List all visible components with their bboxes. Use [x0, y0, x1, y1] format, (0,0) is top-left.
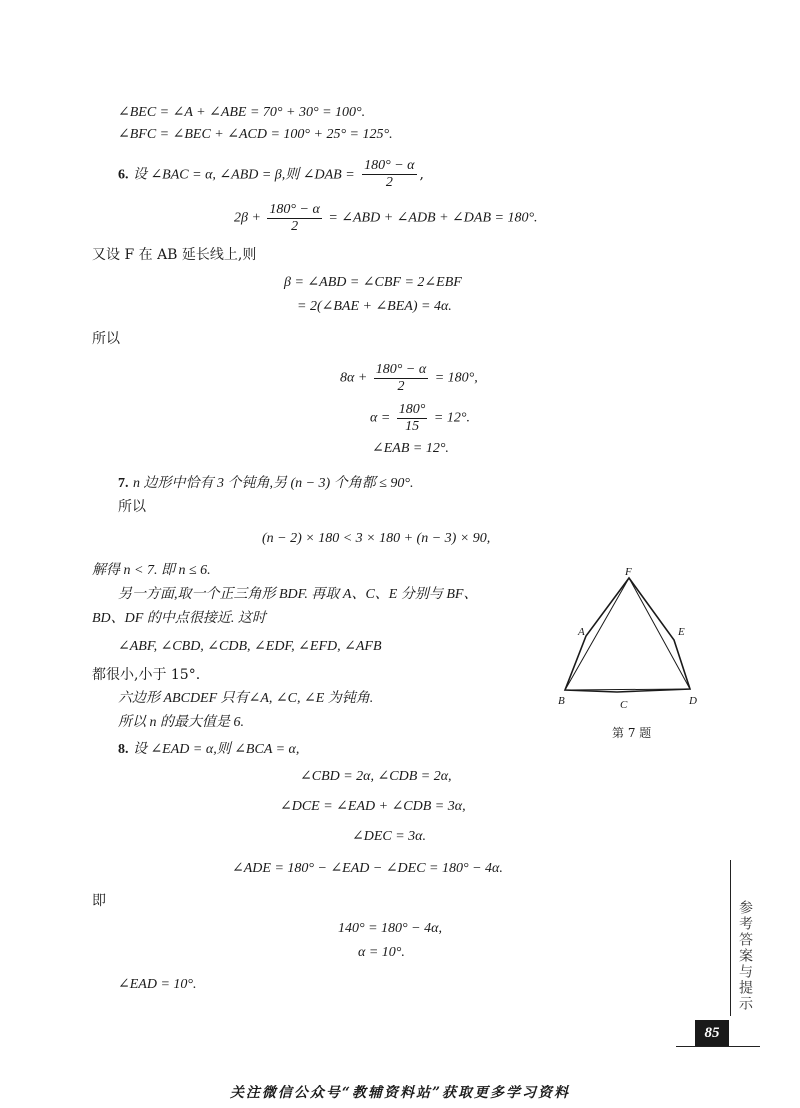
line-namely: 即	[92, 893, 106, 909]
equation-8alpha-fraction: $\frac{180^\circ - \alpha}{2}$	[375, 362, 427, 394]
line-bec: ∠BEC = ∠A + ∠ABE = 70° + 30° = 100°.	[118, 105, 366, 120]
side-tab-text: 参考答案与提示	[737, 900, 753, 1012]
line-less-than-15: 都很小,小于 15°.	[92, 667, 201, 683]
equation-angle-sum: 2β + $\frac{180^\circ - \alpha}{2}$ = ∠ABD + ∠ADB + ∠DAB = 180°.	[234, 202, 538, 234]
line-beta: β = ∠ABD = ∠CBF = 2∠EBF	[284, 275, 462, 290]
problem-8-number: 8.	[118, 742, 129, 757]
equation-8alpha: 8α + $\frac{180^\circ - \alpha}{2}$ = 180°,	[340, 362, 478, 394]
line-inequality: (n − 2) × 180 < 3 × 180 + (n − 3) × 90,	[262, 531, 491, 546]
line-max-n: 所以 n 的最大值是 6.	[118, 715, 244, 730]
line-solution-n: 解得 n < 7. 即 n ≤ 6.	[92, 563, 211, 578]
footer-watermark: 关注微信公众号“教辅资料站”获取更多学习资料	[229, 1085, 571, 1101]
line-hexagon: 六边形 ABCDEF 只有∠A, ∠C, ∠E 为钝角.	[118, 691, 374, 706]
line-construction-2: BD、DF 的中点很接近. 这时	[92, 611, 266, 626]
line-therefore-1: 所以	[92, 331, 120, 347]
line-therefore-2: 所以	[118, 499, 146, 515]
line-cbd: ∠CBD = 2α, ∠CDB = 2α,	[300, 769, 452, 784]
line-beta-2: = 2(∠BAE + ∠BEA) = 4α.	[297, 299, 452, 314]
line-bfc: ∠BFC = ∠BEC + ∠ACD = 100° + 25° = 125°.	[118, 127, 393, 142]
line-140: 140° = 180° − 4α,	[338, 921, 442, 936]
problem-8-statement	[118, 740, 299, 759]
problem-7-number: 7.	[118, 476, 129, 491]
label-d: D	[689, 695, 697, 707]
label-e: E	[678, 626, 685, 638]
equation-alpha-12-fraction: $\frac{180^\circ}{15}$	[398, 402, 426, 434]
problem-6-number: 6.	[118, 167, 129, 183]
problem-8-text: 设 ∠EAD = α,则 ∠BCA = α,	[132, 742, 300, 757]
line-dec: ∠DEC = 3α.	[352, 829, 427, 844]
problem-6-fraction: $\frac{180^\circ - \alpha}{2}$	[364, 158, 415, 190]
line-eab-12: ∠EAB = 12°.	[372, 441, 449, 456]
problem-7-statement	[118, 474, 414, 493]
problem-7-text: n 边形中恰有 3 个钝角,另 (n − 3) 个角都 ≤ 90°.	[132, 476, 414, 491]
line-extension: 又设 F 在 AB 延长线上,则	[92, 247, 257, 263]
line-alpha-10: α = 10°.	[358, 945, 405, 960]
label-a: A	[578, 626, 585, 638]
line-small-angles: ∠ABF, ∠CBD, ∠CDB, ∠EDF, ∠EFD, ∠AFB	[118, 639, 382, 654]
problem-6-text: 设 ∠BAC = α, ∠ABD = β,则 ∠DAB =	[132, 167, 355, 183]
line-dce: ∠DCE = ∠EAD + ∠CDB = 3α,	[280, 799, 466, 814]
page-number: 85	[695, 1020, 729, 1046]
line-eab-10: ∠EAD = 10°.	[118, 977, 197, 992]
label-c: C	[620, 699, 628, 711]
equation-alpha-12: α = $\frac{180^\circ}{15}$ = 12°.	[370, 402, 470, 434]
figure-caption: 第 7 题	[612, 726, 652, 740]
equation-angle-sum-fraction: $\frac{180^\circ - \alpha}{2}$	[269, 202, 320, 234]
problem-7-figure	[550, 565, 720, 745]
label-b: B	[558, 695, 565, 707]
line-construction: 另一方面,取一个正三角形 BDF. 再取 A、C、E 分别与 BF、	[118, 587, 478, 602]
line-ade: ∠ADE = 180° − ∠EAD − ∠DEC = 180° − 4α.	[232, 861, 503, 876]
page-rule	[676, 1046, 760, 1047]
problem-6-statement: 6. 设 ∠BAC = α, ∠ABD = β,则 ∠DAB = $\frac{180^\circ - \alpha}{2}$ ,	[118, 158, 424, 190]
label-f: F	[625, 566, 632, 578]
